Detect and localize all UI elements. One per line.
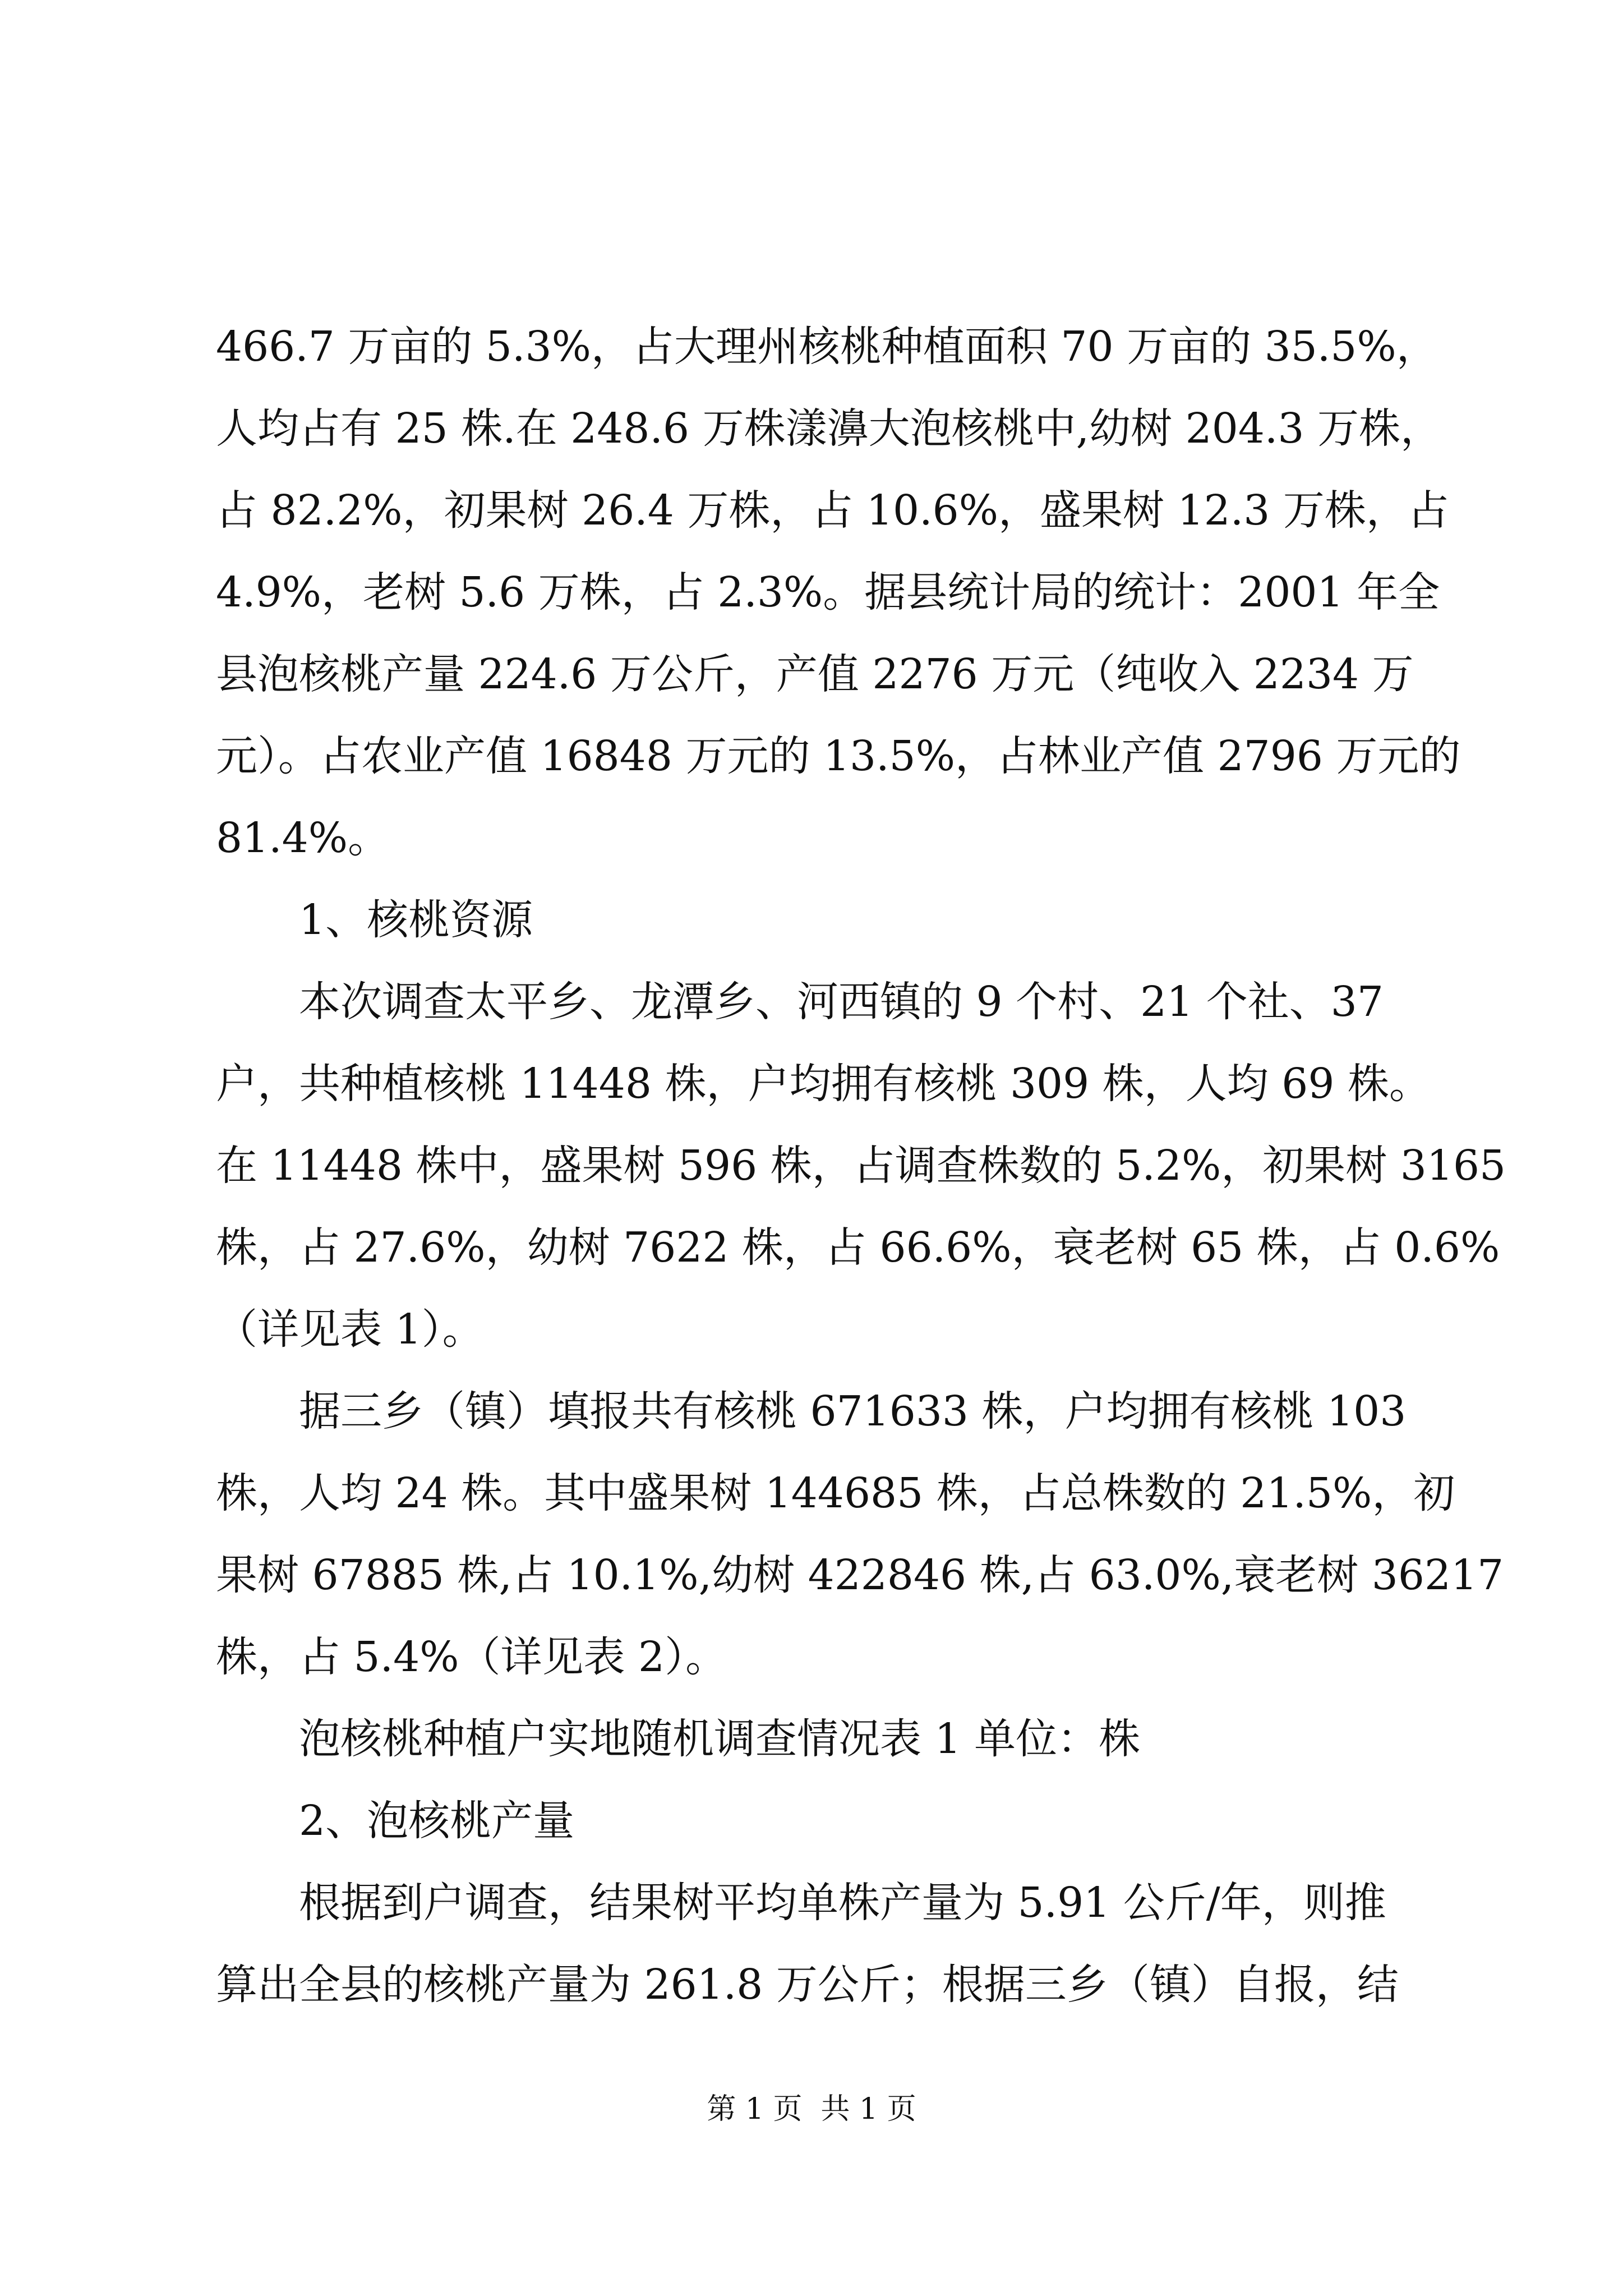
text-line: 户，共种植核桃 11448 株，户均拥有核桃 309 株，人均 69 株。 bbox=[216, 1060, 1431, 1108]
document-body bbox=[216, 306, 1506, 2026]
text-line: 81.4%。 bbox=[216, 814, 390, 862]
text-line: 算出全县的核桃产量为 261.8 万公斤；根据三乡（镇）自报，结 bbox=[216, 1961, 1399, 2009]
section-heading-walnut-output: 2、泡核桃产量 bbox=[299, 1797, 575, 1845]
paragraph-first-line: 本次调查太平乡、龙潭乡、河西镇的 9 个村、21 个社、37 bbox=[299, 978, 1384, 1026]
text-line: 株，占 5.4%（详见表 2）。 bbox=[216, 1633, 727, 1681]
page-footer bbox=[0, 2090, 1623, 2129]
text-line: 占 82.2%，初果树 26.4 万株，占 10.6%，盛果树 12.3 万株，占 bbox=[216, 486, 1449, 535]
text-line: 果树 67885 株,占 10.1%,幼树 422846 株,占 63.0%,衰老树 36217 bbox=[216, 1551, 1504, 1599]
text-line: 元）。占农业产值 16848 万元的 13.5%，占林业产值 2796 万元的 bbox=[216, 732, 1461, 780]
text-line: 4.9%，老树 5.6 万株，占 2.3%。据县统计局的统计：2001 年全 bbox=[216, 568, 1440, 616]
text-line: 在 11448 株中，盛果树 596 株，占调查株数的 5.2%，初果树 3165 bbox=[216, 1142, 1506, 1190]
text-line: 人均占有 25 株.在 248.6 万株漾濞大泡核桃中,幼树 204.3 万株， bbox=[216, 404, 1442, 453]
paragraph-first-line: 据三乡（镇）填报共有核桃 671633 株，户均拥有核桃 103 bbox=[299, 1387, 1407, 1435]
text-line: 466.7 万亩的 5.3%，占大理州核桃种植面积 70 万亩的 35.5%， bbox=[216, 323, 1438, 371]
text-line: （详见表 1）。 bbox=[216, 1305, 484, 1354]
section-heading-walnut-resources: 1、核桃资源 bbox=[299, 896, 533, 944]
page-number-label: 第 1 页 共 1 页 bbox=[707, 2092, 916, 2126]
paragraph-first-line: 根据到户调查，结果树平均单株产量为 5.91 公斤/年，则推 bbox=[299, 1879, 1386, 1927]
text-line: 株，人均 24 株。其中盛果树 144685 株，占总株数的 21.5%，初 bbox=[216, 1469, 1455, 1517]
text-line: 县泡核桃产量 224.6 万公斤，产值 2276 万元（纯收入 2234 万 bbox=[216, 650, 1414, 698]
table-caption: 泡核桃种植户实地随机调查情况表 1 单位：株 bbox=[299, 1715, 1141, 1763]
text-line: 株，占 27.6%，幼树 7622 株，占 66.6%，衰老树 65 株，占 0.6% bbox=[216, 1223, 1500, 1272]
